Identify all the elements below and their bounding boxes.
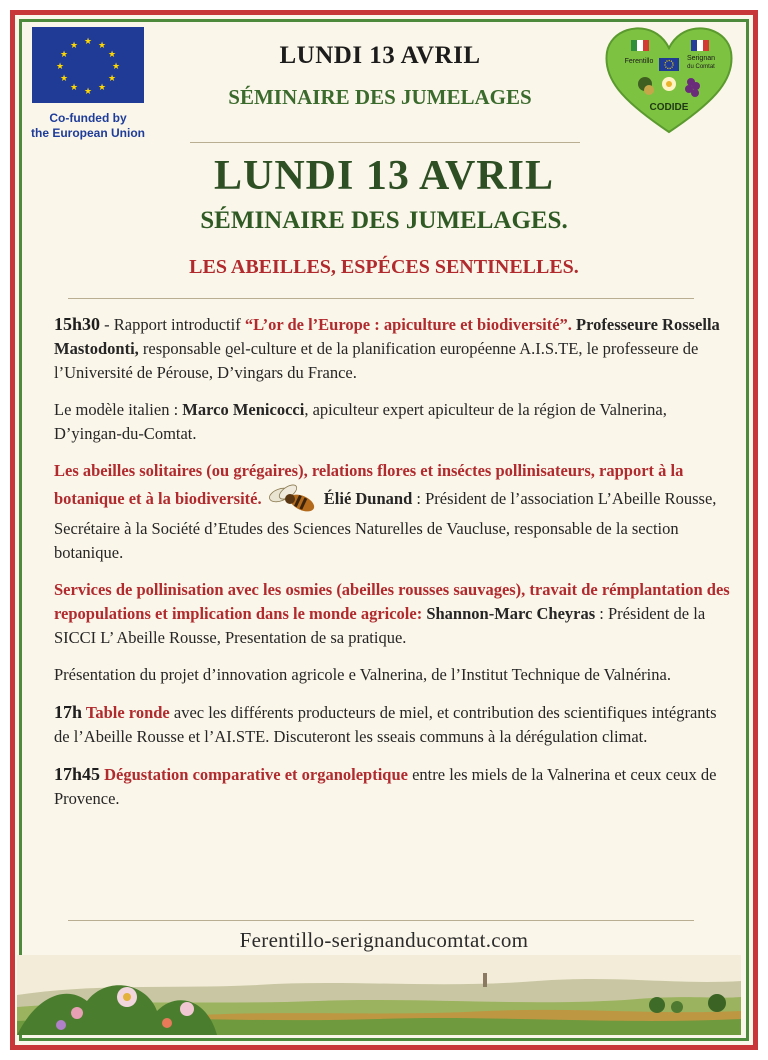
header-title: LUNDI 13 AVRIL xyxy=(279,42,481,69)
landscape-illustration xyxy=(17,955,741,1035)
program-details: entre les miels de la Valnerina et ceux ceux de Provence. xyxy=(54,765,717,808)
eu-cofunded-caption xyxy=(16,111,160,141)
program-item-17h45 xyxy=(54,762,730,811)
program-time: 15h30 xyxy=(54,314,101,334)
program-talk-title: Dégustation comparative et organoleptique xyxy=(100,765,408,784)
codide-heart-logo xyxy=(601,20,737,136)
program-details: , apiculteur expert apiculteur de la région de Valnerina, D’yingan-du-Comtat. xyxy=(54,400,667,443)
footer-divider xyxy=(68,920,694,921)
program-talk-title: Table ronde xyxy=(82,703,170,722)
program-talk-title: Les abeilles solitaires (ou grégaires), relations flores et inséctes pollinisateurs, rapport à la botanique et à la biodiversité. xyxy=(54,461,684,508)
theme-heading: LES ABEILLES, ESPÉCES SENTINELLES. xyxy=(189,256,579,278)
website-link[interactable]: Ferentillo-serignanducomtat.com xyxy=(239,928,529,952)
program-list xyxy=(54,312,730,824)
svg-text:★: ★ xyxy=(111,62,121,72)
program-speaker: Élié Dunand xyxy=(319,488,413,508)
eu-flag-icon xyxy=(32,27,144,103)
program-talk-title: Services de pollinisation avec les osmies (abeilles rousses sauvages), travait de rémplantation des repopulations et implication dans le monde agricole: xyxy=(54,580,730,623)
program-item-solitary-bees xyxy=(54,459,730,565)
badge-right-city-line-2: du Comtat xyxy=(687,64,715,70)
program-details: responsable ϱel-culture et de la planification européenne A.I.S.TE, le professeure de l’Université de Pérouse, D’vingars du France. xyxy=(54,339,699,382)
svg-text:★: ★ xyxy=(59,74,69,84)
program-speaker: Professeure Rossella Mastodonti, xyxy=(54,315,720,358)
svg-text:★: ★ xyxy=(83,37,93,47)
program-intro: Le modèle italien : xyxy=(54,400,183,419)
program-speaker: Marco Menicocci xyxy=(182,400,305,419)
eu-caption-line-1: Co-funded by xyxy=(49,111,127,125)
badge-right-city-line-1: Serignan xyxy=(686,55,716,62)
svg-text:★: ★ xyxy=(69,83,79,93)
program-item-italian-model xyxy=(54,398,730,446)
top-divider xyxy=(190,142,580,143)
program-time: 17h xyxy=(54,702,83,722)
program-intro: - Rapport introductif xyxy=(100,315,245,334)
svg-text:★: ★ xyxy=(69,41,79,51)
program-item-1530 xyxy=(54,312,730,385)
program-time: 17h45 xyxy=(54,764,101,784)
eu-caption-line-2: the European Union xyxy=(31,126,145,140)
program-details: avec les différents producteurs de miel, et contribution des scientifiques intégrants de l’Abeille Rousse et l’AI.STE. Discuteront les sseais communs à la dérégulation climat. xyxy=(54,703,717,746)
svg-text:★: ★ xyxy=(83,87,93,97)
program-details: Présentation du projet d’innovation agricole e Valnerina, de l’Institut Technique de Valnérina. xyxy=(54,665,671,684)
program-item-pollination xyxy=(54,578,730,650)
svg-text:★: ★ xyxy=(97,41,107,51)
program-details: : Président de la SICCI L’ Abeille Rousse, Presentation de sa pratique. xyxy=(54,604,706,647)
header-subtitle: SÉMINAIRE DES JUMELAGES xyxy=(228,85,532,109)
badge-left-city: Ferentillo xyxy=(624,58,654,65)
svg-text:★: ★ xyxy=(55,62,65,72)
program-speaker: Shannon-Marc Cheyras xyxy=(422,604,596,623)
program-item-17h xyxy=(54,700,730,749)
program-item-innovation-project xyxy=(54,663,730,687)
main-title: LUNDI 13 AVRIL xyxy=(214,153,554,199)
program-talk-title: “L’or de l’Europe : apiculture et biodiversité”. xyxy=(244,315,572,334)
bee-icon xyxy=(266,483,320,517)
svg-text:★: ★ xyxy=(107,50,117,60)
program-details: : Président de l’association L’Abeille Rousse, Secrétaire à la Société d’Etudes des Sciences Naturelles de Vaucluse, responsable de la section botanique. xyxy=(54,488,717,562)
svg-text:★: ★ xyxy=(97,83,107,93)
svg-text:★: ★ xyxy=(107,74,117,84)
svg-text:★: ★ xyxy=(59,50,69,60)
main-subtitle: SÉMINAIRE DES JUMELAGES. xyxy=(200,207,568,234)
theme-divider xyxy=(68,298,694,299)
badge-name: CODIDE xyxy=(649,102,689,113)
